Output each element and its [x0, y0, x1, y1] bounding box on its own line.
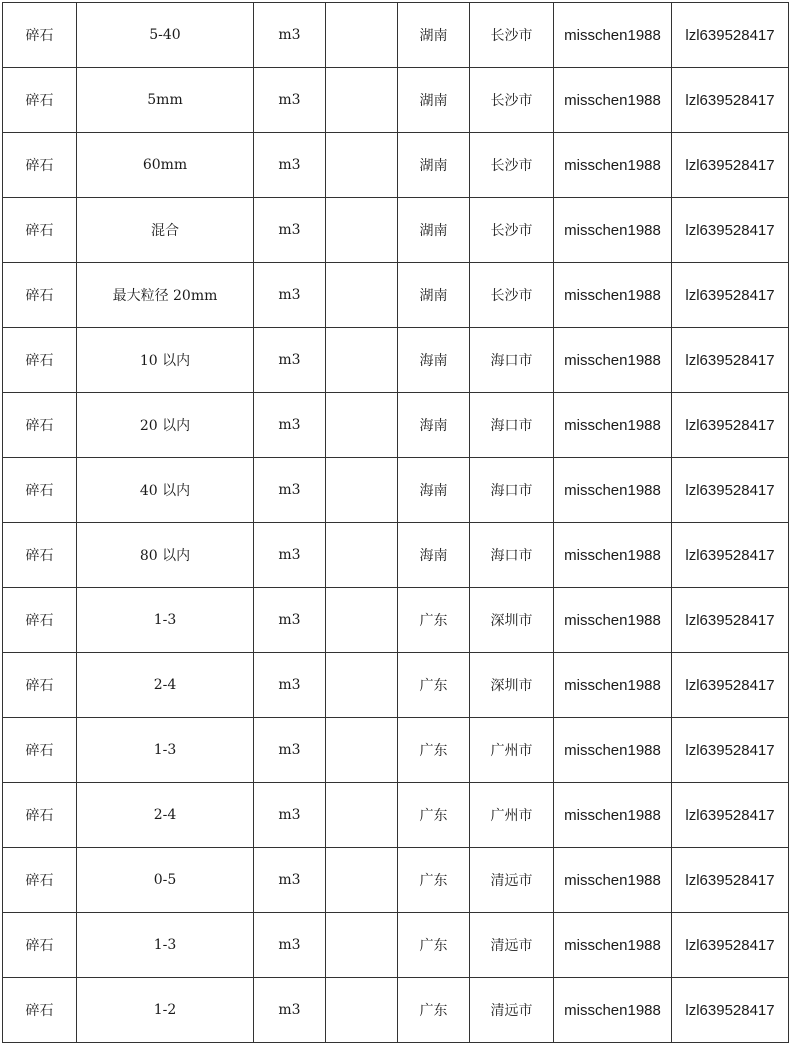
qq-cell: lzl639528417 [672, 848, 789, 913]
city-cell: 长沙市 [470, 3, 554, 68]
table-row [3, 588, 789, 653]
province-cell: 广东 [398, 588, 470, 653]
spec-cell: 混合 [77, 198, 254, 263]
qq-cell: lzl639528417 [672, 133, 789, 198]
material-cell: 碎石 [3, 68, 77, 133]
qq-cell: lzl639528417 [672, 523, 789, 588]
unit-cell: m3 [254, 588, 326, 653]
unit-cell: m3 [254, 198, 326, 263]
contact-cell: misschen1988 [554, 133, 672, 198]
material-cell: 碎石 [3, 458, 77, 523]
material-cell: 碎石 [3, 133, 77, 198]
spec-cell: 40 以内 [77, 458, 254, 523]
province-cell: 海南 [398, 458, 470, 523]
qq-cell: lzl639528417 [672, 588, 789, 653]
material-cell: 碎石 [3, 653, 77, 718]
province-cell: 湖南 [398, 198, 470, 263]
price-cell [326, 328, 398, 393]
price-cell [326, 523, 398, 588]
material-cell: 碎石 [3, 263, 77, 328]
unit-cell: m3 [254, 783, 326, 848]
province-cell: 海南 [398, 523, 470, 588]
price-cell [326, 393, 398, 458]
price-cell [326, 263, 398, 328]
contact-cell: misschen1988 [554, 718, 672, 783]
qq-cell: lzl639528417 [672, 393, 789, 458]
spec-cell: 1-3 [77, 913, 254, 978]
city-cell: 海口市 [470, 393, 554, 458]
unit-cell: m3 [254, 458, 326, 523]
material-cell: 碎石 [3, 978, 77, 1043]
table-body [3, 3, 789, 1043]
contact-cell: misschen1988 [554, 848, 672, 913]
contact-cell: misschen1988 [554, 3, 672, 68]
contact-cell: misschen1988 [554, 393, 672, 458]
material-cell: 碎石 [3, 328, 77, 393]
city-cell: 长沙市 [470, 198, 554, 263]
city-cell: 清远市 [470, 848, 554, 913]
table-row [3, 458, 789, 523]
contact-cell: misschen1988 [554, 588, 672, 653]
province-cell: 广东 [398, 783, 470, 848]
table-row [3, 913, 789, 978]
province-cell: 海南 [398, 328, 470, 393]
qq-cell: lzl639528417 [672, 3, 789, 68]
material-cell: 碎石 [3, 393, 77, 458]
contact-cell: misschen1988 [554, 328, 672, 393]
qq-cell: lzl639528417 [672, 263, 789, 328]
spec-cell: 5mm [77, 68, 254, 133]
table-row [3, 68, 789, 133]
province-cell: 广东 [398, 718, 470, 783]
city-cell: 海口市 [470, 523, 554, 588]
city-cell: 广州市 [470, 783, 554, 848]
price-cell [326, 783, 398, 848]
material-cell: 碎石 [3, 783, 77, 848]
price-cell [326, 588, 398, 653]
spec-cell: 10 以内 [77, 328, 254, 393]
price-cell [326, 68, 398, 133]
table-row [3, 783, 789, 848]
unit-cell: m3 [254, 3, 326, 68]
city-cell: 海口市 [470, 328, 554, 393]
city-cell: 深圳市 [470, 653, 554, 718]
price-cell [326, 653, 398, 718]
spec-cell: 1-3 [77, 588, 254, 653]
unit-cell: m3 [254, 68, 326, 133]
material-cell: 碎石 [3, 3, 77, 68]
price-cell [326, 458, 398, 523]
city-cell: 深圳市 [470, 588, 554, 653]
material-cell: 碎石 [3, 913, 77, 978]
price-cell [326, 198, 398, 263]
contact-cell: misschen1988 [554, 198, 672, 263]
province-cell: 湖南 [398, 263, 470, 328]
material-cell: 碎石 [3, 523, 77, 588]
city-cell: 长沙市 [470, 68, 554, 133]
city-cell: 长沙市 [470, 133, 554, 198]
unit-cell: m3 [254, 718, 326, 783]
table-row [3, 3, 789, 68]
table-row [3, 653, 789, 718]
table-row [3, 718, 789, 783]
province-cell: 湖南 [398, 133, 470, 198]
qq-cell: lzl639528417 [672, 68, 789, 133]
unit-cell: m3 [254, 978, 326, 1043]
unit-cell: m3 [254, 653, 326, 718]
table-row [3, 848, 789, 913]
table-row [3, 263, 789, 328]
contact-cell: misschen1988 [554, 523, 672, 588]
table-row [3, 523, 789, 588]
qq-cell: lzl639528417 [672, 198, 789, 263]
table-row [3, 198, 789, 263]
contact-cell: misschen1988 [554, 458, 672, 523]
province-cell: 广东 [398, 653, 470, 718]
qq-cell: lzl639528417 [672, 978, 789, 1043]
document-page [2, 2, 788, 1043]
price-cell [326, 718, 398, 783]
table-row [3, 393, 789, 458]
city-cell: 长沙市 [470, 263, 554, 328]
price-cell [326, 848, 398, 913]
material-cell: 碎石 [3, 198, 77, 263]
spec-cell: 2-4 [77, 783, 254, 848]
table-row [3, 133, 789, 198]
table-row [3, 328, 789, 393]
contact-cell: misschen1988 [554, 263, 672, 328]
unit-cell: m3 [254, 263, 326, 328]
province-cell: 广东 [398, 848, 470, 913]
contact-cell: misschen1988 [554, 783, 672, 848]
province-cell: 湖南 [398, 3, 470, 68]
contact-cell: misschen1988 [554, 653, 672, 718]
table-row [3, 978, 789, 1043]
contact-cell: misschen1988 [554, 913, 672, 978]
city-cell: 清远市 [470, 913, 554, 978]
city-cell: 广州市 [470, 718, 554, 783]
province-cell: 广东 [398, 913, 470, 978]
material-cell: 碎石 [3, 848, 77, 913]
spec-cell: 60mm [77, 133, 254, 198]
price-cell [326, 978, 398, 1043]
contact-cell: misschen1988 [554, 978, 672, 1043]
city-cell: 清远市 [470, 978, 554, 1043]
spec-cell: 最大粒径 20mm [77, 263, 254, 328]
contact-cell: misschen1988 [554, 68, 672, 133]
price-cell [326, 133, 398, 198]
material-cell: 碎石 [3, 718, 77, 783]
qq-cell: lzl639528417 [672, 328, 789, 393]
unit-cell: m3 [254, 393, 326, 458]
city-cell: 海口市 [470, 458, 554, 523]
spec-cell: 2-4 [77, 653, 254, 718]
price-table [2, 2, 789, 1043]
qq-cell: lzl639528417 [672, 913, 789, 978]
unit-cell: m3 [254, 133, 326, 198]
qq-cell: lzl639528417 [672, 458, 789, 523]
qq-cell: lzl639528417 [672, 718, 789, 783]
unit-cell: m3 [254, 848, 326, 913]
spec-cell: 80 以内 [77, 523, 254, 588]
price-cell [326, 913, 398, 978]
spec-cell: 0-5 [77, 848, 254, 913]
spec-cell: 1-2 [77, 978, 254, 1043]
unit-cell: m3 [254, 913, 326, 978]
qq-cell: lzl639528417 [672, 653, 789, 718]
spec-cell: 5-40 [77, 3, 254, 68]
province-cell: 广东 [398, 978, 470, 1043]
qq-cell: lzl639528417 [672, 783, 789, 848]
province-cell: 海南 [398, 393, 470, 458]
spec-cell: 20 以内 [77, 393, 254, 458]
unit-cell: m3 [254, 523, 326, 588]
province-cell: 湖南 [398, 68, 470, 133]
material-cell: 碎石 [3, 588, 77, 653]
spec-cell: 1-3 [77, 718, 254, 783]
price-cell [326, 3, 398, 68]
unit-cell: m3 [254, 328, 326, 393]
